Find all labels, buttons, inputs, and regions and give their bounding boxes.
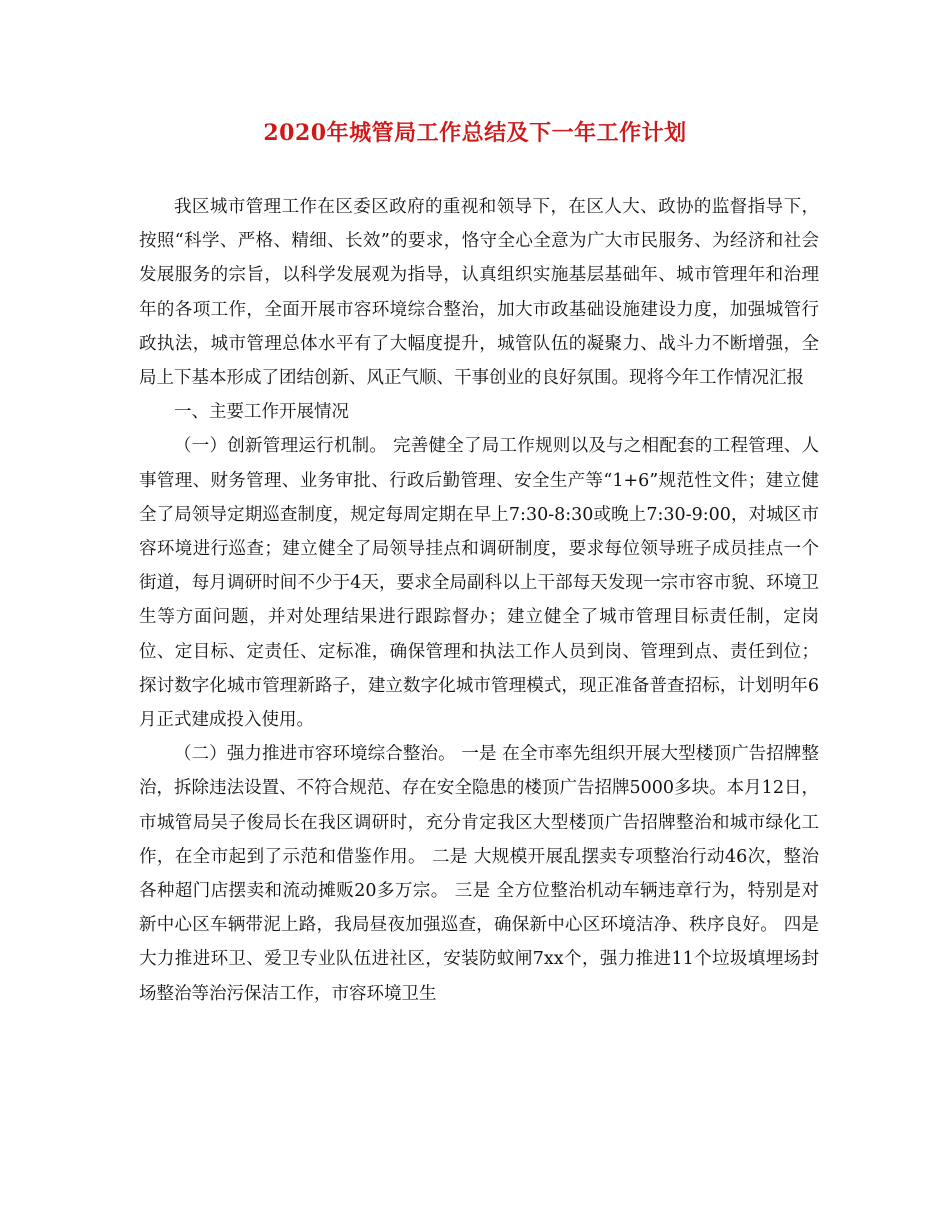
section-heading-main-work: 一、主要工作开展情况 — [174, 402, 349, 423]
paragraph-intro: 我区城市管理工作在区委区政府的重视和领导下，在区人大、政协的监督指导下，按照“科学、严格、精细、长效”的要求，恪守全心全意为广大市民服务、为经济和社会发展服务的宗旨，以科学发展观为指导，认真组织实施基层基础年、城市管理年和治理年的各项工作，全面开展市容环境综合整治，加大市政基础设施建设力度，加强城管行政执法，城市管理总体水平有了大幅度提升，城管队伍的凝聚力、战斗力不断增强，全局上下基本形成了团结创新、风正气顺、干事创业的良好氛围。现将今年工作情况汇报 — [139, 197, 819, 389]
paragraph-management-mechanism: （一）创新管理运行机制。 完善健全了局工作规则以及与之相配套的工程管理、人事管理、财务管理、业务审批、行政后勤管理、安全生产等“1+6”规范性文件；建立健全了局领导定期巡查制度，规定每周定期在早上7:30-8:30或晚上7:30-9:00，对城区市容环境进行巡查；建立健全了局领导挂点和调研制度，要求每位领导班子成员挂点一个街道，每月调研时间不少于4天，要求全局副科以上干部每天发现一宗市容市貌、环境卫生等方面问题，并对处理结果进行跟踪督办；建立健全了城市管理目标责任制，定岗位、定目标、定责任、定标准，确保管理和执法工作人员到岗、管理到点、责任到位；探讨数字化城市管理新路子，建立数字化城市管理模式，现正准备普查招标，计划明年6月正式建成投入使用。 — [139, 436, 819, 731]
document-body — [139, 190, 819, 1011]
document-title: 2020年城管局工作总结及下一年工作计划 — [263, 120, 687, 146]
paragraph-environment-rectification: （二）强力推进市容环境综合整治。 一是 在全市率先组织开展大型楼顶广告招牌整治，拆除违法设置、不符合规范、存在安全隐患的楼顶广告招牌5000多块。本月12日，市城管局吴子俊局长在我区调研时，充分肯定我区大型楼顶广告招牌整治和城市绿化工作，在全市起到了示范和借鉴作用。 二是 大规模开展乱摆卖专项整治行动46次，整治各种超门店摆卖和流动摊贩20多万宗。 三是 全方位整治机动车辆违章行为，特别是对新中心区车辆带泥上路，我局昼夜加强巡查，确保新中心区环境洁净、秩序良好。 四是 大力推进环卫、爱卫专业队伍进社区，安装防蚊闸7xx个，强力推进11个垃圾填埋场封场整治等治污保洁工作，市容环境卫生 — [139, 744, 819, 1004]
